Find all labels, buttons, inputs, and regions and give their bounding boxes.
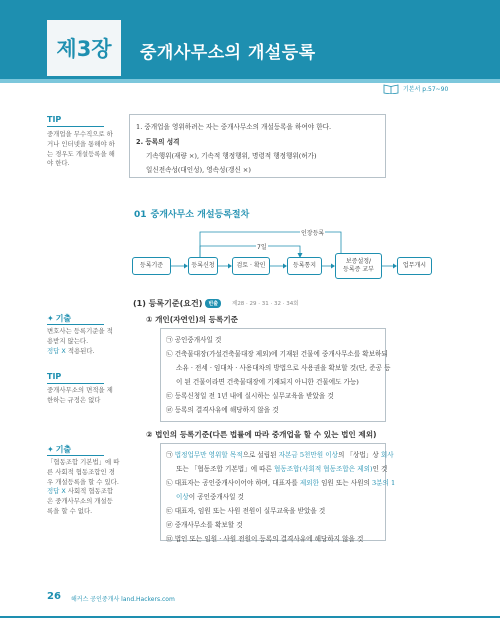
individual-item-3: ㉢ 등록신청일 전 1년 내에 실시하는 실무교육을 받았을 것 bbox=[166, 392, 334, 400]
spark-icon: ✦ bbox=[47, 314, 54, 323]
exam-years: 제28 · 29 · 31 · 32 · 34회 bbox=[232, 301, 299, 307]
summary-line-3: 기속행위(재량 ×), 기속적 행정행위, 명령적 행정행위(허가) bbox=[146, 152, 317, 160]
flow-register-label: 인장등록 bbox=[301, 230, 325, 237]
individual-item-2b: 소유 · 전세 · 임대차 · 사용대차의 방법으로 사용권을 확보할 것(단, 준공 등 bbox=[176, 364, 391, 372]
frequent-tag: 빈출 bbox=[205, 299, 221, 308]
individual-item-1: ㉠ 공인중개사일 것 bbox=[166, 336, 222, 344]
exam-label-2: ✦ 기출 bbox=[47, 445, 72, 454]
exam-label: ✦ 기출 bbox=[47, 314, 72, 323]
chapter-number: 제3장 bbox=[47, 20, 121, 76]
individual-item-2c: 이 된 건물이라면 건축물대장에 기재되지 아니한 건물에도 가능) bbox=[176, 378, 359, 386]
footer-text: 해커스 공인중개사 land.Hackers.com bbox=[71, 596, 175, 603]
corporate-line-5: ㉢ 대표자, 임원 또는 사원 전원이 실무교육을 받았을 것 bbox=[166, 507, 326, 515]
tip-text-2: 중개사무소의 면적을 제 한하는 규정은 없다 bbox=[47, 386, 113, 404]
corporate-line-3: ㉡ 대표자는 공인중개사이어야 하며, 대표자를 제외한 임원 또는 사원의 3분의 1 bbox=[166, 479, 396, 487]
individual-item-4: ㉣ 등록의 결격사유에 해당하지 않을 것 bbox=[166, 406, 279, 414]
exam-text: 변호사는 등록기준을 적 용받지 않는다. 정답 X 적용된다. bbox=[47, 327, 113, 355]
flow-step-criteria: 등록기준 bbox=[132, 257, 171, 275]
flow-step-notify: 등록통지 bbox=[287, 257, 322, 275]
spark-icon: ✦ bbox=[47, 445, 54, 454]
flow-step-start: 업무개시 bbox=[397, 257, 432, 275]
flow-step-review: 검토 · 확인 bbox=[232, 257, 270, 275]
corporate-line-7: ㉤ 법인 또는 임원 · 사원 전원이 등록의 결격사유에 해당하지 않을 것 bbox=[166, 535, 364, 543]
summary-line-4: 일신전속성(대인성), 영속성(갱신 ×) bbox=[146, 166, 251, 174]
corporate-title: ② 법인의 등록기준(다른 법률에 따라 중개업을 할 수 있는 법인 제외) bbox=[146, 430, 377, 439]
flow-days-label: 7일 bbox=[257, 244, 267, 251]
corporate-line-6: ㉣ 중개사무소를 확보할 것 bbox=[166, 521, 243, 529]
summary-line-2: 2. 등록의 성격 bbox=[136, 138, 180, 146]
tip-text: 중개업을 무수직으로 하 거나 인터넷을 통해야 하 는 경우도 개설등록을 해 야 한다. bbox=[47, 130, 115, 168]
part1-title: (1) 등록기준(요건) 빈출 bbox=[133, 298, 221, 309]
tip-label: TIP bbox=[47, 115, 62, 124]
chapter-title: 중개사무소의 개설등록 bbox=[140, 43, 316, 63]
corporate-line-2: 또는 「협동조합 기본법」에 따른 협동조합(사회적 협동조합은 제외)인 것 bbox=[176, 465, 388, 473]
individual-title: ① 개인(자연인)의 등록기준 bbox=[146, 315, 239, 324]
section-title: 01 중개사무소 개설등록절차 bbox=[134, 210, 250, 220]
individual-item-2: ㉡ 건축물대장(가설건축물대장 제외)에 기재된 건물에 중개사무소를 확보하되 bbox=[166, 350, 388, 358]
corporate-line-4: 이상이 공인중개사일 것 bbox=[176, 493, 244, 501]
exam-text-2: 「협동조합 기본법」에 따 른 사회적 협동조합인 경 우 개설등록을 할 수 있다. 정답 X 사회적 협동조합 은 중개사무소의 개설등 록을 할 수 없다. bbox=[47, 458, 120, 515]
reference-pages: 기본서 p.57~90 bbox=[403, 86, 449, 93]
flow-step-apply: 등록신청 bbox=[188, 257, 218, 275]
corporate-line-1: ㉠ 법정업무만 영위할 목적으로 설립된 자본금 5천만원 이상의 「상법」상 회사 bbox=[166, 451, 394, 459]
page-number: 26 bbox=[47, 591, 61, 602]
tip-label-2: TIP bbox=[47, 372, 62, 381]
summary-line-1: 1. 중개업을 영위하려는 자는 중개사무소의 개설등록을 하여야 한다. bbox=[136, 123, 332, 131]
flow-step-guarantee: 보증설정/ 등록증 교부 bbox=[335, 253, 382, 279]
